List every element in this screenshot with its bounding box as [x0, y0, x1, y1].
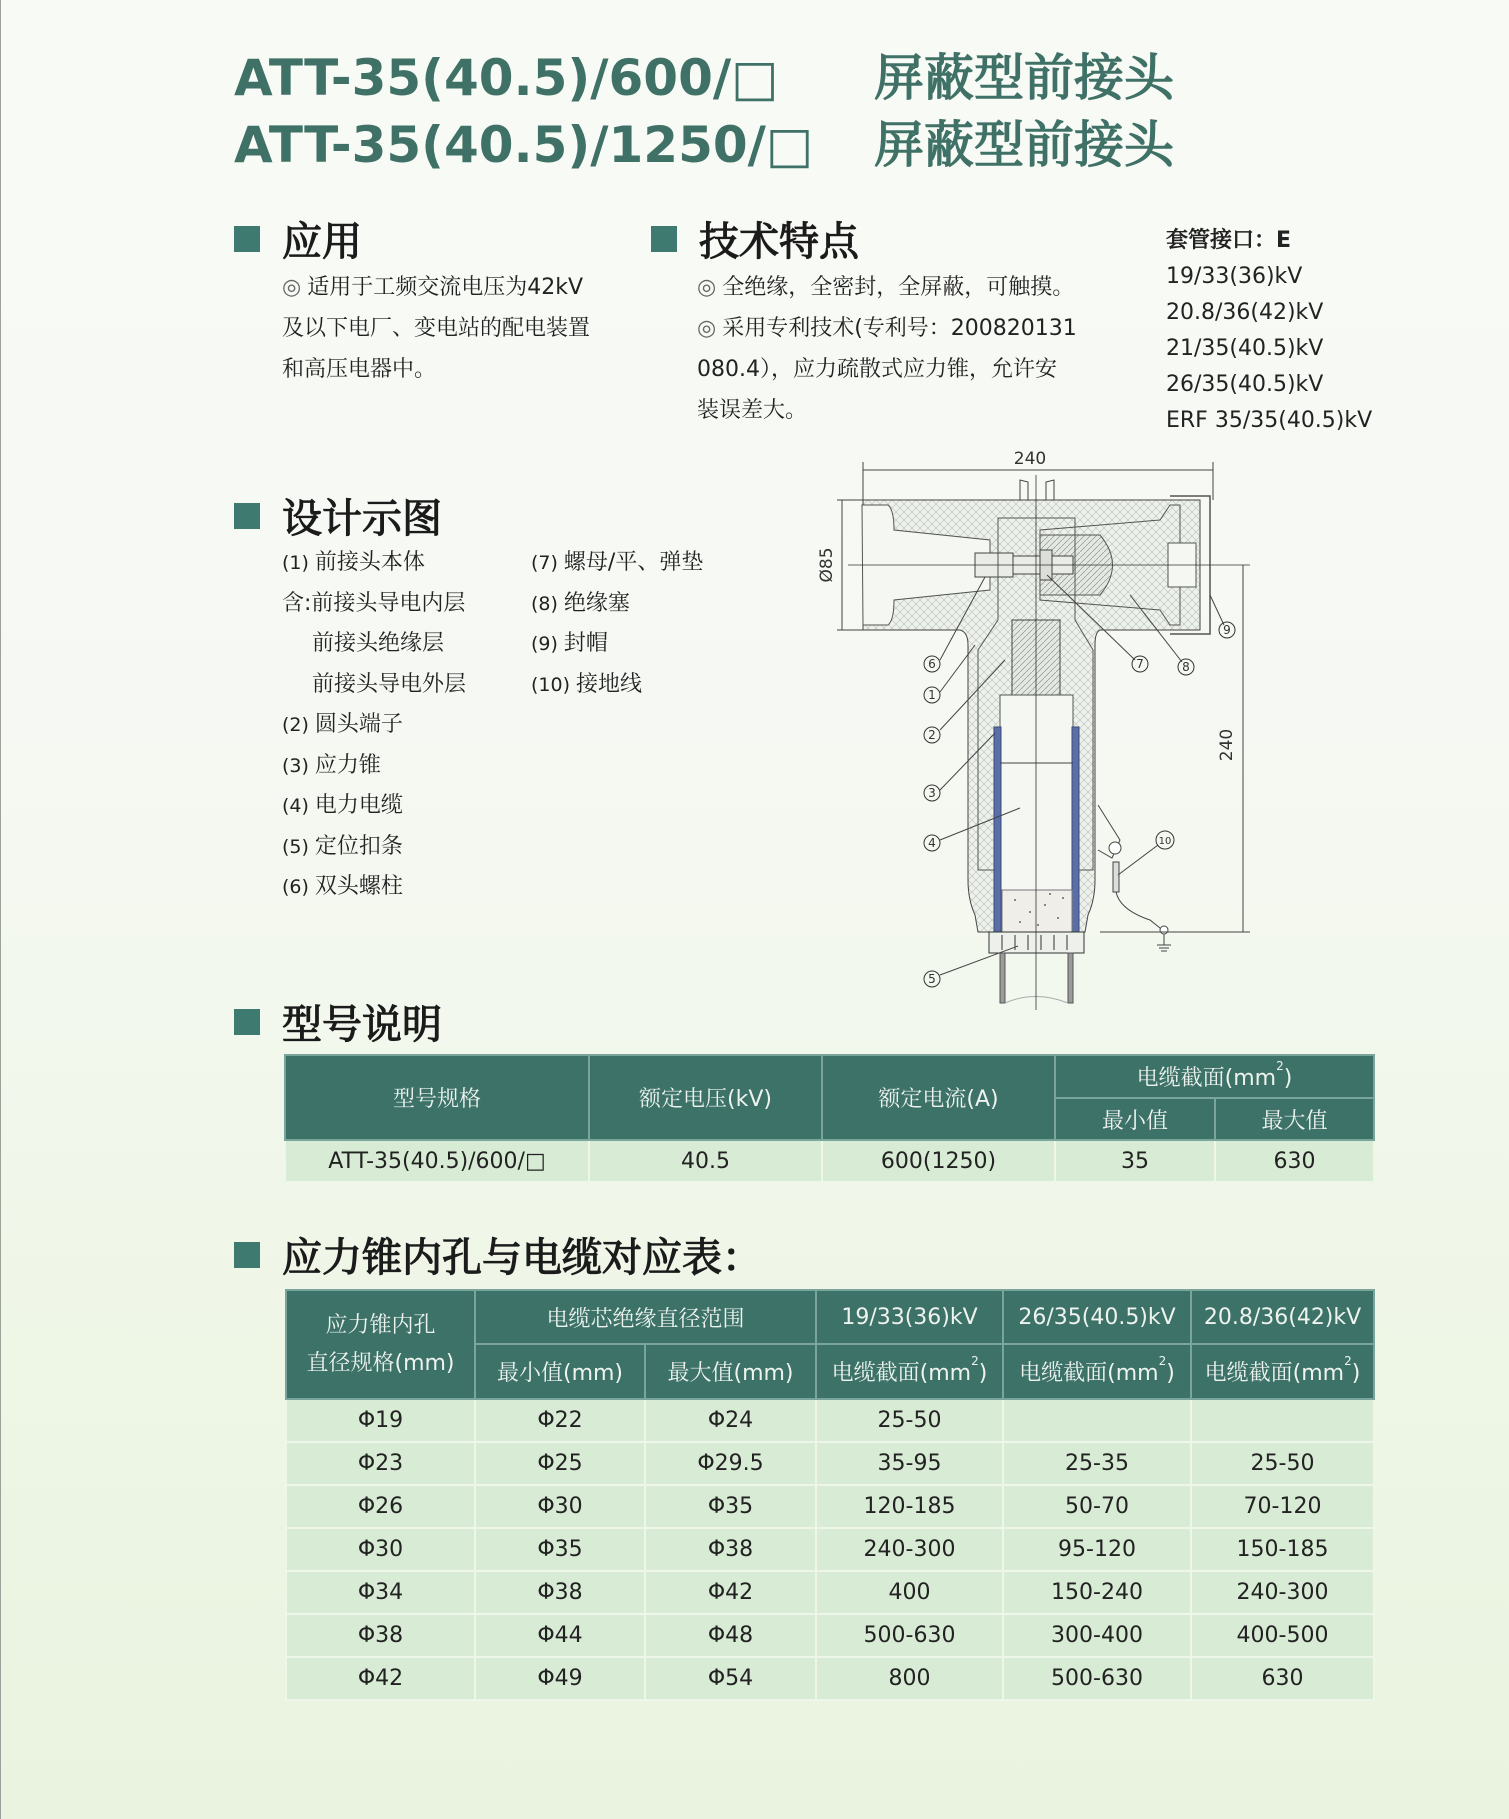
- cell-min: Φ44: [475, 1614, 645, 1657]
- stress-cone-table: [285, 1289, 1375, 1701]
- cell-bore: Φ26: [286, 1485, 475, 1528]
- legend-label: 圆头端子: [314, 712, 403, 737]
- cell-min: Φ30: [475, 1485, 645, 1528]
- cell-bore: Φ23: [286, 1442, 475, 1485]
- cell-v1: 500-630: [816, 1614, 1003, 1657]
- legend-item: [282, 705, 466, 746]
- bushing-interface-list: [1166, 223, 1372, 439]
- double-circle-bullet-icon: ◎: [697, 316, 717, 341]
- height-dimension-label: 240: [1217, 728, 1237, 762]
- cell-bore: Φ30: [286, 1528, 475, 1571]
- page-left-border: [0, 0, 1, 1819]
- svg-text:2: 2: [928, 728, 936, 742]
- table-row: [286, 1528, 1374, 1571]
- callout-7: [1132, 656, 1148, 672]
- cell-max: Φ24: [645, 1399, 816, 1442]
- header-min: 最小值: [1055, 1098, 1215, 1140]
- section-square-icon: [234, 1242, 260, 1268]
- legend-item: [282, 746, 466, 787]
- diameter-dimension-label: Ø85: [817, 547, 837, 583]
- section-title: 技术特点: [699, 219, 859, 265]
- legend-label: 封帽: [563, 631, 608, 656]
- legend-label: 接地线: [576, 671, 643, 697]
- legend-number: (4): [282, 795, 309, 817]
- bushing-item: 21/35(40.5)kV: [1166, 336, 1324, 361]
- callout-1: [924, 687, 940, 703]
- svg-text:6: 6: [928, 657, 936, 671]
- legend-label: 电力电缆: [314, 793, 403, 818]
- cell-min: 35: [1055, 1140, 1215, 1182]
- legend-label: 螺母/平、弹垫: [563, 550, 704, 575]
- legend-label: 前接头导电内层: [311, 590, 466, 616]
- features-line: 采用专利技术(专利号：200820131: [722, 316, 1077, 341]
- cell-v1: 800: [816, 1657, 1003, 1700]
- legend-number: (10): [531, 673, 571, 696]
- legend-item: 前接头导电外层: [312, 671, 467, 697]
- header-text: 电缆截面(mm: [1136, 1066, 1277, 1091]
- features-line: 装误差大。: [697, 398, 808, 423]
- legend-item: [282, 867, 466, 908]
- legend-number: 含:: [282, 590, 312, 616]
- cell-v1: 120-185: [816, 1485, 1003, 1528]
- section-features-heading: [651, 210, 859, 267]
- features-line: 080.4），应力疏散式应力锥，允许安: [697, 357, 1057, 382]
- superscript: 2: [1158, 1354, 1167, 1368]
- bushing-item: ERF 35/35(40.5)kV: [1166, 408, 1373, 433]
- legend-number: (7): [531, 552, 558, 574]
- legend-item: [531, 624, 703, 665]
- cell-v3: 150-185: [1191, 1528, 1374, 1571]
- table-row: [286, 1614, 1374, 1657]
- cell-v2: [1003, 1399, 1191, 1442]
- cell-min: Φ38: [475, 1571, 645, 1614]
- cell-min: Φ49: [475, 1657, 645, 1700]
- features-text: [697, 267, 1077, 431]
- legend-item: [282, 827, 466, 868]
- header-insulation-range: 电缆芯绝缘直径范围: [475, 1290, 816, 1344]
- application-line: 及以下电厂、变电站的配电装置: [282, 316, 591, 341]
- cell-bore: Φ34: [286, 1571, 475, 1614]
- legend-item: [282, 786, 466, 827]
- header-section-group: [1055, 1055, 1374, 1098]
- section-application-heading: [234, 210, 362, 267]
- cell-current: 600(1250): [822, 1140, 1055, 1182]
- legend-item: 前接头绝缘层: [312, 631, 445, 656]
- cell-max: 630: [1215, 1140, 1374, 1182]
- legend-label: 双头螺柱: [314, 874, 403, 899]
- bushing-title: 套管接口：E: [1166, 228, 1292, 253]
- section-design-heading: [234, 487, 442, 544]
- bushing-item: 19/33(36)kV: [1166, 264, 1303, 289]
- section-title: 应用: [282, 219, 362, 265]
- legend-label: 应力锥: [314, 752, 381, 778]
- section-title: 设计示图: [282, 496, 442, 542]
- legend-number: (3): [282, 754, 309, 777]
- header-text: 电缆截面(mm: [1019, 1361, 1159, 1386]
- cell-v2: 95-120: [1003, 1528, 1191, 1571]
- section-square-icon: [234, 226, 260, 252]
- cell-v2: 50-70: [1003, 1485, 1191, 1528]
- connector-cross-section-diagram: [800, 430, 1280, 1020]
- cell-v3: 70-120: [1191, 1485, 1374, 1528]
- cell-v1: 400: [816, 1571, 1003, 1614]
- cell-v1: 25-50: [816, 1399, 1003, 1442]
- header-voltage-3: 20.8/36(42)kV: [1191, 1290, 1374, 1344]
- cell-max: Φ54: [645, 1657, 816, 1700]
- header-section-2: [1003, 1344, 1191, 1399]
- cell-voltage: 40.5: [589, 1140, 822, 1182]
- title-product-name-2: 屏蔽型前接头: [874, 116, 1174, 174]
- section-square-icon: [651, 226, 677, 252]
- superscript: 2: [971, 1354, 979, 1368]
- section-square-icon: [234, 1009, 260, 1035]
- header-current: 额定电流(A): [822, 1055, 1055, 1140]
- svg-text:10: 10: [1158, 836, 1172, 847]
- legend-number: (6): [282, 876, 309, 898]
- application-line: 适用于工频交流电压为42kV: [307, 275, 583, 300]
- table-row: [286, 1571, 1374, 1614]
- svg-text:5: 5: [928, 972, 936, 986]
- features-line: 全绝缘，全密封，全屏蔽，可触摸。: [722, 275, 1075, 300]
- cell-v3: 630: [1191, 1657, 1374, 1700]
- header-text: ): [1166, 1361, 1175, 1386]
- header-section-3: [1191, 1344, 1374, 1399]
- cell-min: Φ25: [475, 1442, 645, 1485]
- bushing-item: 26/35(40.5)kV: [1166, 372, 1324, 397]
- header-voltage: 额定电压(kV): [589, 1055, 822, 1140]
- cell-min: Φ22: [475, 1399, 645, 1442]
- cell-v2: 25-35: [1003, 1442, 1191, 1485]
- title-model-1250: ATT-35(40.5)/1250/□: [234, 116, 814, 174]
- callout-2: [924, 727, 940, 743]
- legend-item: [282, 543, 466, 584]
- svg-text:9: 9: [1223, 623, 1231, 637]
- callout-6: [924, 656, 940, 672]
- cell-max: Φ38: [645, 1528, 816, 1571]
- callout-8: [1178, 659, 1194, 675]
- legend-number: (1): [282, 552, 309, 574]
- cell-model: ATT-35(40.5)/600/□: [285, 1140, 589, 1182]
- bushing-item: 20.8/36(42)kV: [1166, 300, 1324, 325]
- callout-3: [924, 785, 940, 801]
- header-text: 电缆截面(mm: [1204, 1361, 1345, 1386]
- legend-item: [282, 584, 466, 625]
- header-ins-max: 最大值(mm): [645, 1344, 816, 1399]
- cell-v2: 500-630: [1003, 1657, 1191, 1700]
- svg-text:7: 7: [1136, 657, 1144, 671]
- header-section-1: [816, 1344, 1003, 1399]
- cell-max: Φ29.5: [645, 1442, 816, 1485]
- table-row: [286, 1442, 1374, 1485]
- cell-v1: 240-300: [816, 1528, 1003, 1571]
- application-text: [282, 267, 590, 390]
- legend-number: (9): [531, 633, 558, 655]
- legend-number: (2): [282, 714, 309, 736]
- header-ins-min: 最小值(mm): [475, 1344, 645, 1399]
- cell-v2: 300-400: [1003, 1614, 1191, 1657]
- section-square-icon: [234, 503, 260, 529]
- cell-v3: 240-300: [1191, 1571, 1374, 1614]
- table-row: [286, 1485, 1374, 1528]
- header-text: ): [1283, 1066, 1293, 1091]
- design-legend-left: [282, 543, 466, 908]
- svg-text:1: 1: [928, 688, 936, 702]
- legend-item: [531, 543, 703, 584]
- header-text: ): [1351, 1361, 1361, 1386]
- cell-max: Φ35: [645, 1485, 816, 1528]
- title-model-600: ATT-35(40.5)/600/□: [234, 49, 779, 107]
- cell-v3: 25-50: [1191, 1442, 1374, 1485]
- cell-bore: Φ38: [286, 1614, 475, 1657]
- svg-text:3: 3: [928, 786, 936, 800]
- legend-label: 前接头本体: [314, 550, 425, 575]
- section-title: 应力锥内孔与电缆对应表：: [282, 1235, 762, 1281]
- callout-9: [1219, 622, 1235, 638]
- legend-item: [531, 665, 703, 706]
- callout-10: [1156, 831, 1174, 849]
- svg-text:8: 8: [1182, 660, 1190, 674]
- section-cone-heading: [234, 1226, 762, 1283]
- header-max: 最大值: [1215, 1098, 1374, 1140]
- double-circle-bullet-icon: ◎: [282, 275, 302, 300]
- header-voltage-1: 19/33(36)kV: [816, 1290, 1003, 1344]
- table-row: [286, 1399, 1374, 1442]
- legend-label: 绝缘塞: [563, 590, 630, 616]
- double-circle-bullet-icon: ◎: [697, 275, 717, 300]
- header-bore: [286, 1290, 475, 1399]
- cell-v1: 35-95: [816, 1442, 1003, 1485]
- positioning-ring: [989, 932, 1084, 953]
- cell-v3: 400-500: [1191, 1614, 1374, 1657]
- superscript: 2: [1344, 1354, 1352, 1368]
- header-text: ): [978, 1361, 988, 1386]
- cell-v2: 150-240: [1003, 1571, 1191, 1614]
- legend-number: (5): [282, 835, 309, 858]
- table-row: [285, 1140, 1374, 1182]
- superscript: 2: [1276, 1059, 1284, 1073]
- header-text: 应力锥内孔: [325, 1312, 436, 1338]
- section-model-heading: [234, 993, 442, 1050]
- application-line: 和高压电器中。: [282, 357, 437, 382]
- title-product-name-1: 屏蔽型前接头: [874, 49, 1174, 107]
- model-spec-table: [284, 1054, 1375, 1183]
- title-line-2: [234, 115, 1174, 175]
- cell-bore: Φ19: [286, 1399, 475, 1442]
- width-dimension-label: 240: [1013, 449, 1047, 469]
- design-legend-right: [531, 543, 703, 705]
- header-voltage-2: 26/35(40.5)kV: [1003, 1290, 1191, 1344]
- legend-number: (8): [531, 592, 558, 615]
- legend-item: [531, 584, 703, 625]
- cell-max: Φ48: [645, 1614, 816, 1657]
- svg-text:4: 4: [928, 836, 936, 850]
- cell-max: Φ42: [645, 1571, 816, 1614]
- header-text: 直径规格(mm): [306, 1350, 455, 1376]
- cell-min: Φ35: [475, 1528, 645, 1571]
- cell-v3: [1191, 1399, 1374, 1442]
- header-text: 电缆截面(mm: [831, 1361, 972, 1386]
- cell-bore: Φ42: [286, 1657, 475, 1700]
- legend-label: 定位扣条: [314, 833, 403, 859]
- section-title: 型号说明: [282, 1002, 442, 1048]
- table-row: [286, 1657, 1374, 1700]
- callout-5: [924, 971, 940, 987]
- callout-4: [924, 835, 940, 851]
- header-model: 型号规格: [285, 1055, 589, 1140]
- title-line-1: [234, 48, 1174, 108]
